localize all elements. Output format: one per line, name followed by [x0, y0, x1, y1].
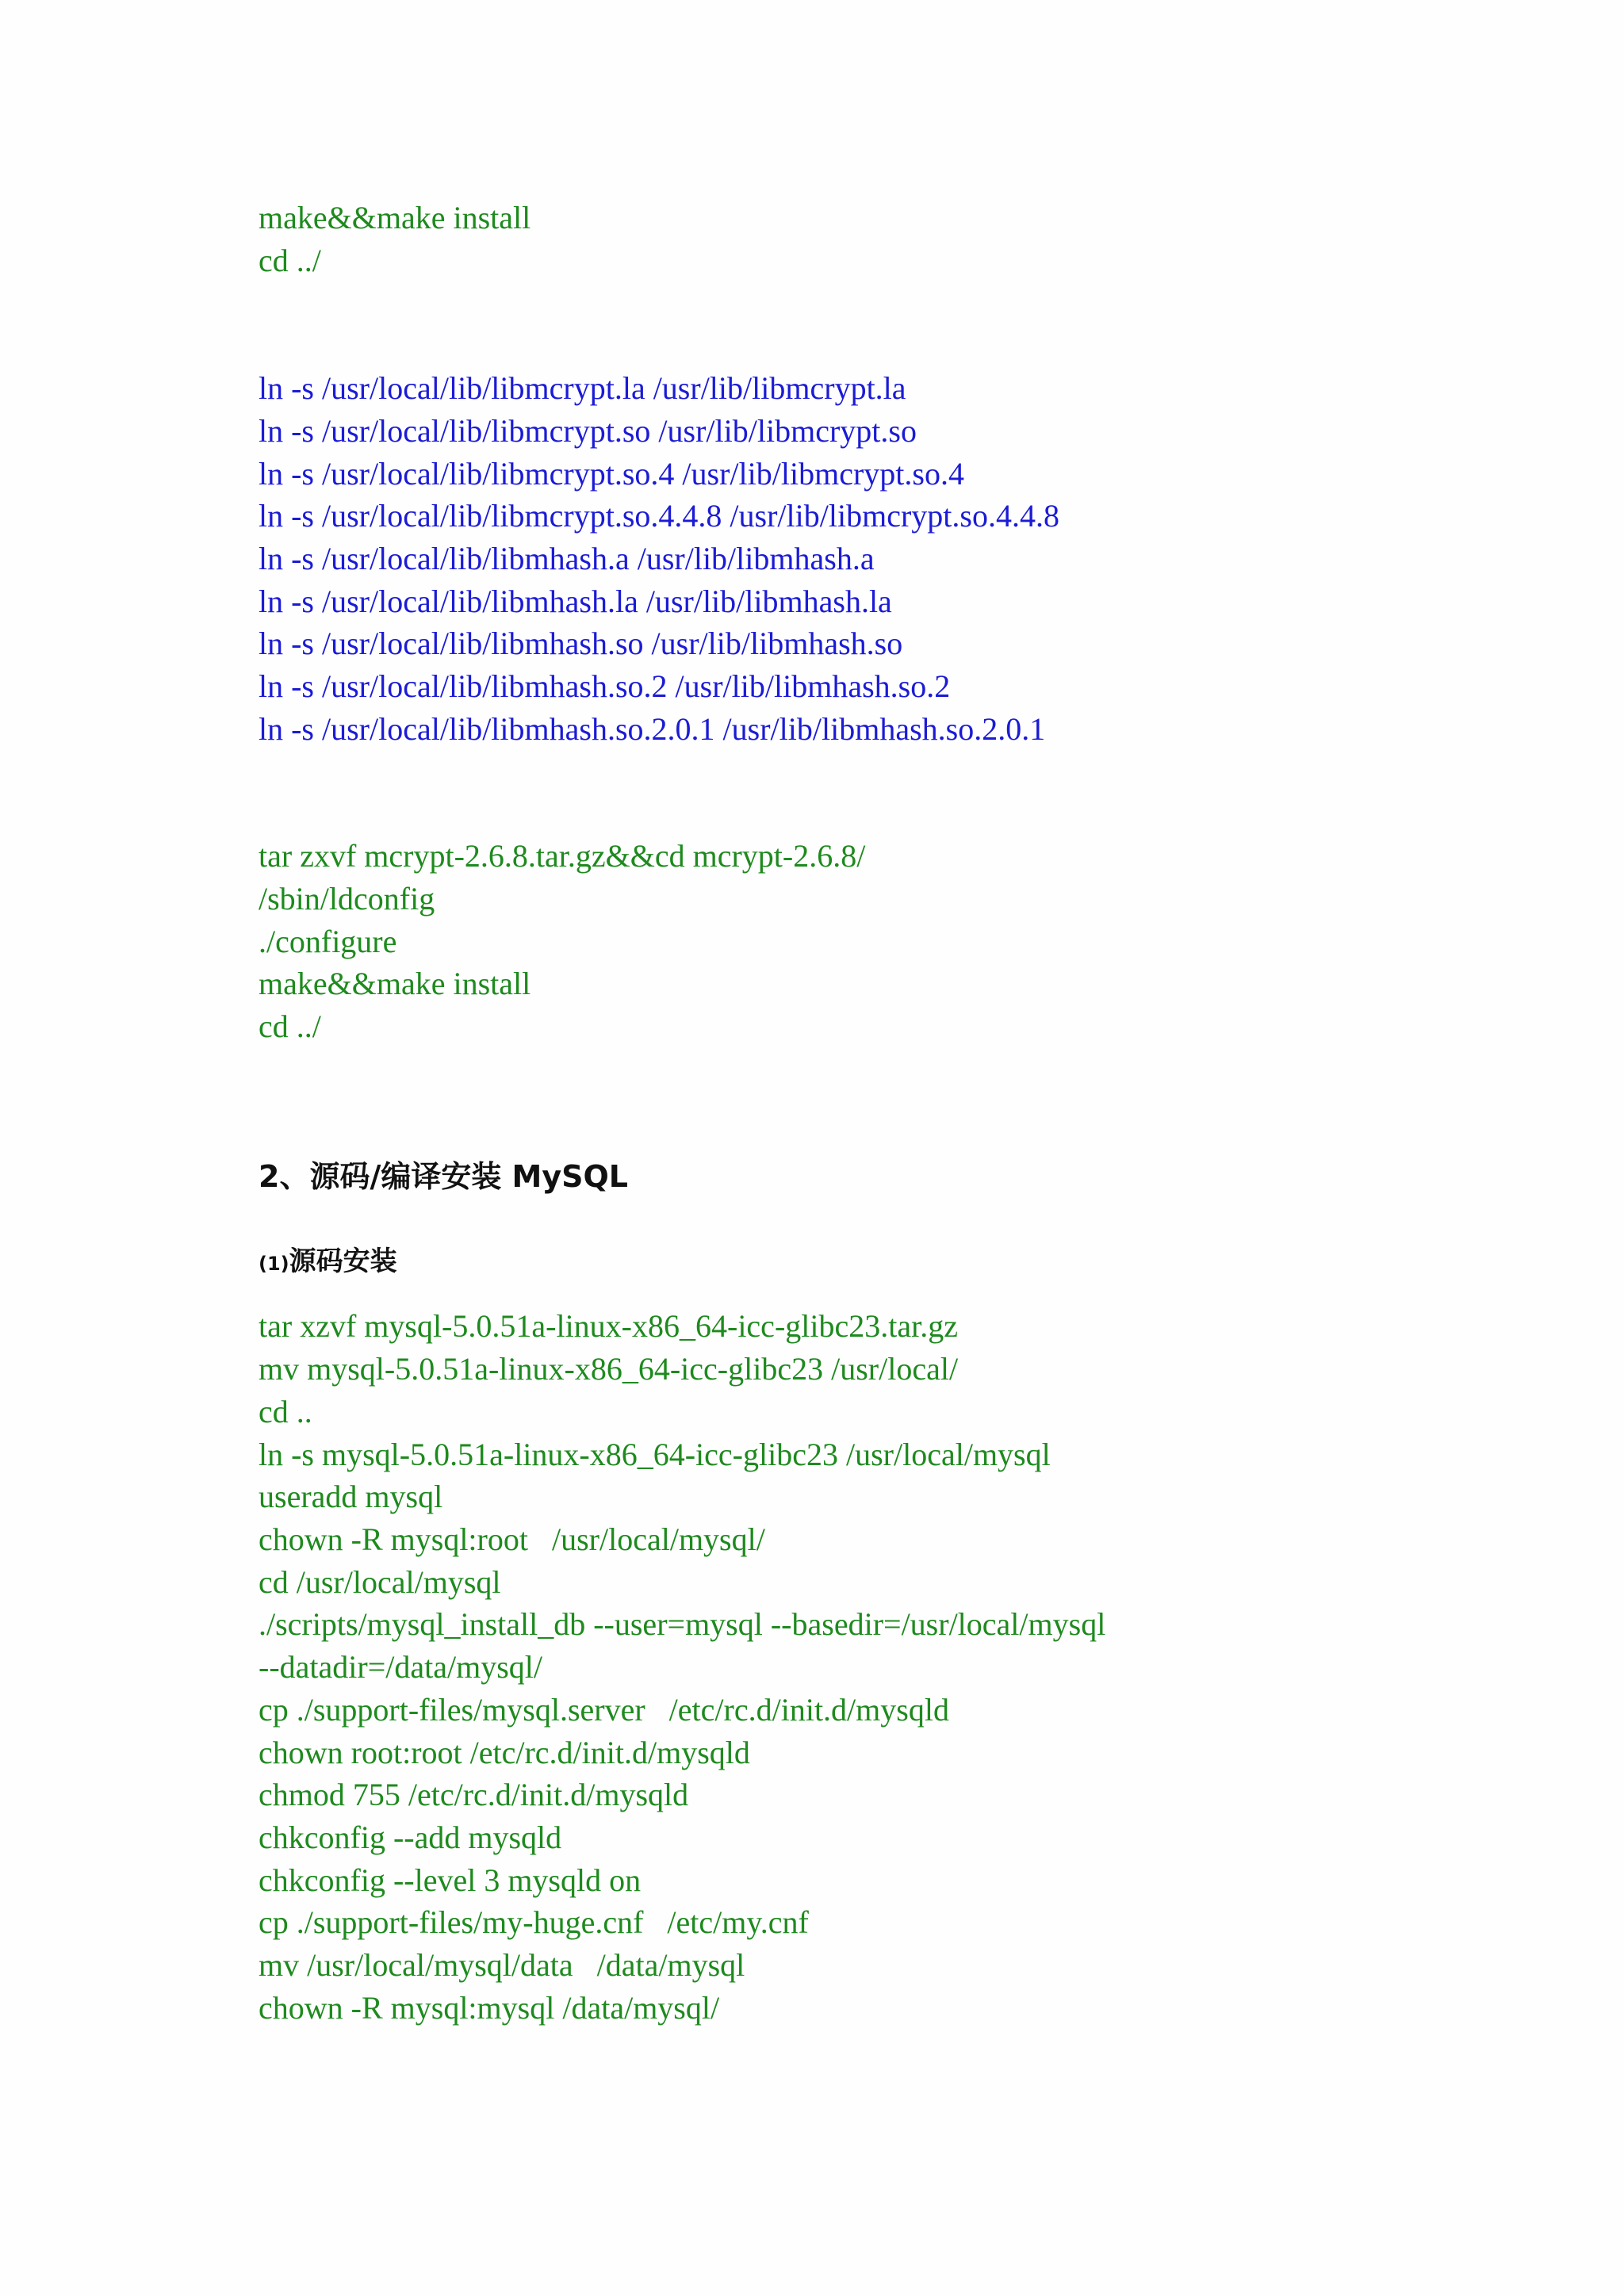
- command-line: cd ../: [259, 1008, 321, 1044]
- symlink-command-line: ln -s /usr/local/lib/libmhash.so /usr/lib/libmhash.so: [259, 626, 903, 661]
- symlink-command-line: ln -s /usr/local/lib/libmhash.so.2.0.1 /usr/lib/libmhash.so.2.0.1: [259, 711, 1046, 747]
- command-line: chown -R mysql:root /usr/local/mysql/: [259, 1521, 765, 1557]
- command-line: tar xzvf mysql-5.0.51a-linux-x86_64-icc-glibc23.tar.gz: [259, 1308, 958, 1344]
- command-line: mv mysql-5.0.51a-linux-x86_64-icc-glibc23 /usr/local/: [259, 1351, 959, 1387]
- command-line: ln -s mysql-5.0.51a-linux-x86_64-icc-glibc23 /usr/local/mysql: [259, 1437, 1051, 1472]
- command-line: cd ..: [259, 1394, 312, 1429]
- command-line: tar zxvf mcrypt-2.6.8.tar.gz&&cd mcrypt-2.6.8/: [259, 838, 866, 874]
- command-line: cd ../: [259, 243, 321, 278]
- command-line: chmod 755 /etc/rc.d/init.d/mysqld: [259, 1777, 689, 1812]
- command-line: cd /usr/local/mysql: [259, 1564, 501, 1600]
- command-line: chown root:root /etc/rc.d/init.d/mysqld: [259, 1735, 750, 1770]
- symlink-command-line: ln -s /usr/local/lib/libmhash.a /usr/lib/libmhash.a: [259, 541, 875, 576]
- symlink-command-line: ln -s /usr/local/lib/libmcrypt.so.4.4.8 /usr/lib/libmcrypt.so.4.4.8: [259, 498, 1059, 534]
- symlink-command-line: ln -s /usr/local/lib/libmcrypt.la /usr/lib/libmcrypt.la: [259, 370, 906, 406]
- command-line: make&&make install: [259, 200, 531, 235]
- subsection-title: 源码安装: [289, 1246, 397, 1277]
- section-heading: 2、源码/编译安装 MySQL: [259, 1159, 629, 1194]
- command-line: chkconfig --level 3 mysqld on: [259, 1862, 642, 1898]
- command-line: make&&make install: [259, 966, 531, 1001]
- command-line: --datadir=/data/mysql/: [259, 1649, 543, 1685]
- command-line: chkconfig --add mysqld: [259, 1820, 562, 1855]
- subsection-number: (1): [259, 1253, 289, 1275]
- symlink-command-line: ln -s /usr/local/lib/libmcrypt.so.4 /usr/lib/libmcrypt.so.4: [259, 456, 964, 492]
- command-line: ./scripts/mysql_install_db --user=mysql --basedir=/usr/local/mysql: [259, 1606, 1106, 1642]
- symlink-command-line: ln -s /usr/local/lib/libmcrypt.so /usr/lib/libmcrypt.so: [259, 413, 917, 449]
- command-line: cp ./support-files/my-huge.cnf /etc/my.cnf: [259, 1904, 809, 1940]
- command-line: useradd mysql: [259, 1479, 443, 1514]
- command-line: /sbin/ldconfig: [259, 881, 435, 916]
- symlink-command-line: ln -s /usr/local/lib/libmhash.la /usr/lib/libmhash.la: [259, 584, 892, 619]
- command-line: cp ./support-files/mysql.server /etc/rc.d/init.d/mysqld: [259, 1692, 949, 1728]
- command-line: mv /usr/local/mysql/data /data/mysql: [259, 1947, 745, 1983]
- subsection-heading: [259, 1242, 397, 1283]
- command-line: ./configure: [259, 924, 397, 959]
- command-line: chown -R mysql:mysql /data/mysql/: [259, 1990, 720, 2026]
- symlink-command-line: ln -s /usr/local/lib/libmhash.so.2 /usr/lib/libmhash.so.2: [259, 668, 951, 704]
